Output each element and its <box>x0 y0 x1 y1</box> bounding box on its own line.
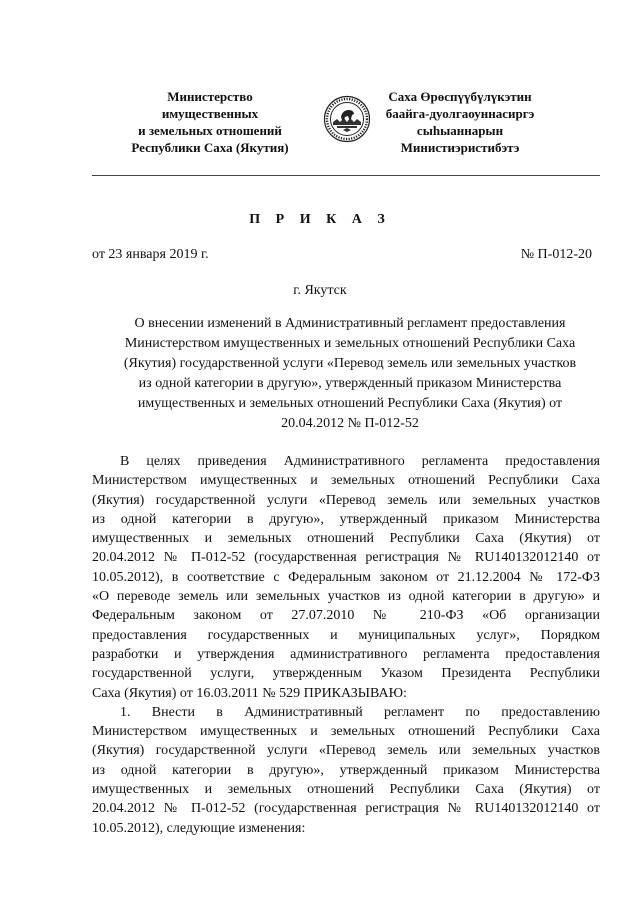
body-line: разработки и утверждения административного регламента предоставления <box>92 646 600 662</box>
letterhead <box>0 88 640 168</box>
ministry-name-line: Министиэристибэтэ <box>400 140 520 155</box>
ministry-name-line: Республики Саха (Якутия) <box>131 140 289 155</box>
ministry-name-russian <box>100 88 320 156</box>
subject-line: имущественных и земельных отношений Республики Саха (Якутия) от <box>137 396 563 411</box>
order-subject <box>100 314 600 434</box>
order-body <box>92 452 600 838</box>
body-line: 20.04.2012 № П-012-52 (государственная регистрация № RU140132012140 от <box>92 550 600 566</box>
body-line: Министерством имущественных и земельных отношений Республики Саха <box>92 473 600 489</box>
body-line: государственной услуги, утвержденным Указом Президента Республики <box>92 666 600 682</box>
subject-line: (Якутия) государственной услуги «Перевод земель или земельных участков <box>123 356 577 371</box>
body-line: В целях приведения Административного регламента предоставления <box>120 454 600 469</box>
body-line: 10.05.2012), в соответствие с Федеральным законом от 21.12.2004 № 172-ФЗ <box>92 569 600 585</box>
ministry-name-line: и земельных отношений <box>138 123 282 138</box>
body-line: (Якутия) государственной услуги «Перевод земель или земельных участков <box>92 492 600 508</box>
order-city: г. Якутск <box>293 283 347 298</box>
subject-line: 20.04.2012 № П-012-52 <box>281 416 419 431</box>
body-line: предоставления государственных и муниципальных услуг», Порядком <box>92 627 600 643</box>
body-line: 10.05.2012), следующие изменения: <box>92 820 306 836</box>
body-line: имущественных и земельных отношений Республики Саха (Якутия) от <box>92 531 600 547</box>
ministry-name-line: Министерство <box>167 89 253 104</box>
body-line: из одной категории в другую», утвержденный приказом Министерства <box>92 762 600 778</box>
body-line: из одной категории в другую», утвержденный приказом Министерства <box>92 511 600 527</box>
body-line: 20.04.2012 № П-012-52 (государственная регистрация № RU140132012140 от <box>92 801 600 817</box>
ministry-name-line: сыhыаннарын <box>416 123 504 138</box>
body-line: 1. Внести в Административный регламент по предоставлению <box>120 704 600 720</box>
body-line: Министерством имущественных и земельных отношений Республики Саха <box>92 724 600 740</box>
ministry-name-line: баайга-дуолгаоуннасиргэ <box>385 106 535 121</box>
body-line: Федеральным законом от 27.07.2010 № 210-ФЗ «Об организации <box>92 608 600 624</box>
subject-line: Министерством имущественных и земельных отношений Республики Саха <box>124 336 576 351</box>
header-divider <box>92 175 600 176</box>
body-line: имущественных и земельных отношений Республики Саха (Якутия) от <box>92 782 600 798</box>
body-line: (Якутия) государственной услуги «Перевод земель или земельных участков <box>92 743 600 759</box>
ministry-name-sakha <box>352 88 568 156</box>
subject-line: из одной категории в другую», утвержденный приказом Министерства <box>138 376 562 391</box>
body-line: «О переводе земель или земельных участков из одной категории в другую» и <box>92 589 600 605</box>
ministry-name-line: Саха Өрөспүүбүлүкэтин <box>388 89 532 104</box>
body-line: Саха (Якутия) от 16.03.2011 № 529 ПРИКАЗЫВАЮ: <box>92 685 407 701</box>
order-date: от 23 января 2019 г. <box>92 247 209 262</box>
ministry-name-line: имущественных <box>161 106 259 121</box>
document-title: П Р И К А З <box>249 212 391 227</box>
subject-line: О внесении изменений в Административный регламент предоставления <box>134 316 566 331</box>
order-number: № П-012-20 <box>520 247 592 262</box>
